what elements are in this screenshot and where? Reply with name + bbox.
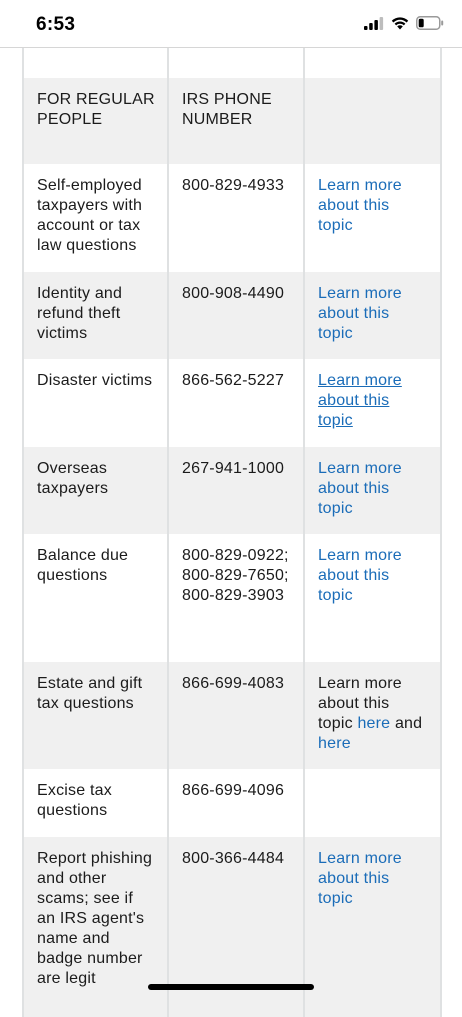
topic-cell: Report phishing and other scams; see if an IRS agent's name and badge number are legit — [22, 837, 169, 1017]
status-time: 6:53 — [36, 14, 76, 35]
table-top-spacer — [22, 48, 442, 78]
wifi-icon — [391, 16, 409, 30]
table-header-row — [22, 78, 442, 164]
link-cell — [305, 272, 442, 359]
link-cell — [305, 359, 442, 447]
phone-cell: 800-908-4490 — [169, 272, 305, 359]
table-row — [22, 359, 442, 447]
phone-cell: 800-366-4484 — [169, 837, 305, 1017]
topic-cell: Identity and refund theft victims — [22, 272, 169, 359]
status-divider — [0, 47, 462, 48]
signal-icon — [364, 17, 384, 30]
learn-more-link[interactable]: Learn more about this topic — [318, 547, 402, 604]
table-row — [22, 534, 442, 662]
table-row — [22, 164, 442, 272]
phone-cell: 267-941-1000 — [169, 447, 305, 534]
status-icons — [364, 16, 444, 30]
learn-more-text: Learn more about this topic — [318, 675, 402, 732]
phone-cell: 866-699-4096 — [169, 769, 305, 837]
link-cell — [305, 769, 442, 837]
here-link-1[interactable]: here — [357, 715, 391, 732]
phone-cell: 800-829-0922; 800-829-7650; 800-829-3903 — [169, 534, 305, 662]
header-empty — [305, 78, 442, 164]
topic-cell: Balance due questions — [22, 534, 169, 662]
home-indicator[interactable] — [148, 984, 314, 990]
link-cell — [305, 837, 442, 1017]
table-row — [22, 447, 442, 534]
header-regular-people: FOR REGULAR PEOPLE — [22, 78, 169, 164]
topic-cell: Disaster victims — [22, 359, 169, 447]
table-cell — [305, 48, 442, 78]
table-row — [22, 272, 442, 359]
phone-cell: 866-562-5227 — [169, 359, 305, 447]
learn-more-link[interactable]: Learn more about this topic — [318, 177, 402, 234]
learn-more-link[interactable]: Learn more about this topic — [318, 285, 402, 342]
topic-cell: Self-employed taxpayers with account or tax law questions — [22, 164, 169, 272]
link-cell — [305, 662, 442, 769]
table-row — [22, 769, 442, 837]
table-cell — [169, 48, 305, 78]
phone-cell: 800-829-4933 — [169, 164, 305, 272]
learn-more-link[interactable]: Learn more about this topic — [318, 850, 402, 907]
battery-icon — [416, 16, 444, 30]
table-cell — [22, 48, 169, 78]
link-cell — [305, 534, 442, 662]
link-cell — [305, 164, 442, 272]
topic-cell: Estate and gift tax questions — [22, 662, 169, 769]
and-text: and — [394, 715, 423, 732]
learn-more-link[interactable]: Learn more about this topic — [318, 460, 402, 517]
phone-cell: 866-699-4083 — [169, 662, 305, 769]
topic-cell: Overseas taxpayers — [22, 447, 169, 534]
header-irs-phone: IRS PHONE NUMBER — [169, 78, 305, 164]
table-row — [22, 837, 442, 1017]
link-cell — [305, 447, 442, 534]
here-link-2[interactable]: here — [318, 735, 351, 752]
table-row — [22, 662, 442, 769]
irs-phone-table — [22, 48, 442, 1017]
topic-cell: Excise tax questions — [22, 769, 169, 837]
status-bar — [0, 0, 462, 48]
learn-more-link[interactable]: Learn more about this topic — [318, 372, 402, 429]
